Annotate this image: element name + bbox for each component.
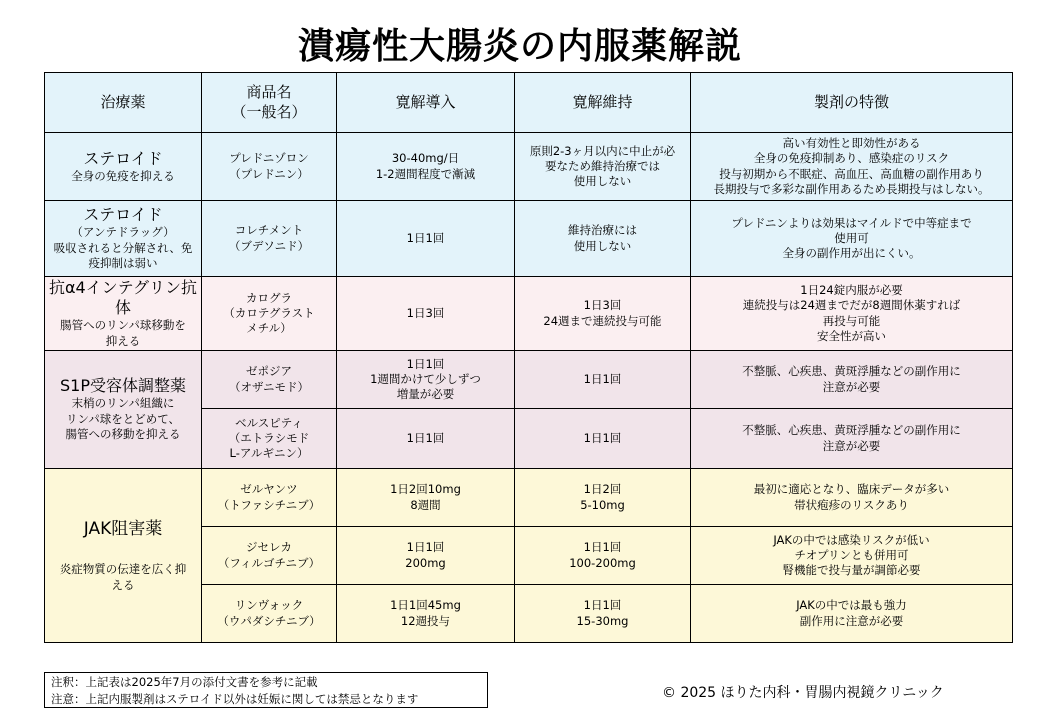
- drug-class-name: ステロイド: [83, 148, 163, 168]
- maintenance-cell: 維持治療には 使用しない: [515, 201, 691, 277]
- drug-class-name: JAK阻害薬: [83, 518, 163, 539]
- features-cell: 不整脈、心疾患、黄斑浮腫などの副作用に 注意が必要: [691, 409, 1013, 469]
- product-name-cell: ゼポジア （オザニモド）: [202, 351, 337, 409]
- header-product-name: 商品名 （一般名）: [202, 73, 337, 133]
- drug-class-name: ステロイド: [83, 205, 163, 225]
- drug-class-cell: [45, 133, 202, 201]
- maintenance-cell: 1日1回: [515, 409, 691, 469]
- product-name-cell: プレドニゾロン （プレドニン）: [202, 133, 337, 201]
- induction-cell: 1日3回: [337, 277, 515, 351]
- note-box: [44, 672, 488, 708]
- induction-cell: 1日1回 200mg: [337, 527, 515, 585]
- maintenance-cell: 1日2回 5-10mg: [515, 469, 691, 527]
- maintenance-cell: 1日1回 15-30mg: [515, 585, 691, 643]
- drug-class-desc: 腸管へのリンパ球移動を 抑える: [60, 318, 186, 348]
- drug-class-desc: （アンテドラッグ） 吸収されると分解され、免 疫抑制は弱い: [53, 225, 193, 271]
- table-row: [45, 133, 1013, 201]
- drug-class-cell: [45, 277, 202, 351]
- note-line: 注意：上記内服製剤はステロイド以外は妊娠に関しては禁忌となります: [51, 692, 419, 706]
- note-line: 注釈：上記表は2025年7月の添付文書を参考に記載: [51, 675, 318, 689]
- maintenance-cell: 1日1回: [515, 351, 691, 409]
- features-cell: JAKの中では感染リスクが低い チオプリンとも併用可 腎機能で投与量が調節必要: [691, 527, 1013, 585]
- drug-class-cell: [45, 469, 202, 643]
- table-row: [45, 351, 1013, 409]
- product-name-cell: ベルスピティ （エトラシモド L-アルギニン）: [202, 409, 337, 469]
- product-name-cell: ゼルヤンツ （トファシチニブ）: [202, 469, 337, 527]
- header-features: 製剤の特徴: [691, 73, 1013, 133]
- features-cell: 不整脈、心疾患、黄斑浮腫などの副作用に 注意が必要: [691, 351, 1013, 409]
- induction-cell: 1日1回45mg 12週投与: [337, 585, 515, 643]
- drug-class-desc: 末梢のリンパ組織に リンパ球をとどめて、 腸管への移動を抑える: [65, 396, 181, 442]
- header-drug-class: 治療薬: [45, 73, 202, 133]
- table-header-row: [45, 73, 1013, 133]
- induction-cell: 1日1回: [337, 409, 515, 469]
- drug-class-desc: 炎症物質の伝達を広く抑 える: [59, 562, 187, 592]
- features-cell: JAKの中では最も強力 副作用に注意が必要: [691, 585, 1013, 643]
- table-row: [45, 201, 1013, 277]
- table-row: [45, 469, 1013, 527]
- induction-cell: 1日1回 1週間かけて少しずつ 増量が必要: [337, 351, 515, 409]
- product-name-cell: コレチメント （ブデソニド）: [202, 201, 337, 277]
- maintenance-cell: 1日1回 100-200mg: [515, 527, 691, 585]
- header-induction: 寛解導入: [337, 73, 515, 133]
- drug-class-name: 抗α4インテグリン抗 体: [48, 278, 198, 317]
- drug-class-cell: [45, 351, 202, 469]
- drug-class-desc: 全身の免疫を抑える: [71, 168, 175, 183]
- features-cell: 最初に適応となり、臨床データが多い 帯状疱疹のリスクあり: [691, 469, 1013, 527]
- maintenance-cell: 原則2-3ヶ月以内に中止が必 要なため維持治療では 使用しない: [515, 133, 691, 201]
- features-cell: 1日24錠内服が必要 連続投与は24週までだが8週間休薬すれば 再投与可能 安全性が高い: [691, 277, 1013, 351]
- table-row: [45, 277, 1013, 351]
- copyright: © 2025 ほりた内科・胃腸内視鏡クリニック: [662, 685, 944, 701]
- induction-cell: 1日1回: [337, 201, 515, 277]
- induction-cell: 1日2回10mg 8週間: [337, 469, 515, 527]
- features-cell: 高い有効性と即効性がある 全身の免疫抑制あり、感染症のリスク 投与初期から不眠症、高血圧、高血糖の副作用あり 長期投与で多彩な副作用あるため長期投与はしない。: [691, 133, 1013, 201]
- page-title: 潰瘍性大腸炎の内服薬解説: [297, 26, 742, 67]
- features-cell: プレドニンよりは効果はマイルドで中等症まで 使用可 全身の副作用が出にくい。: [691, 201, 1013, 277]
- drug-class-name: S1P受容体調整薬: [60, 376, 186, 396]
- maintenance-cell: 1日3回 24週まで連続投与可能: [515, 277, 691, 351]
- product-name-cell: カログラ （カロテグラスト メチル）: [202, 277, 337, 351]
- induction-cell: 30-40mg/日 1-2週間程度で漸減: [337, 133, 515, 201]
- header-maintenance: 寛解維持: [515, 73, 691, 133]
- drug-class-cell: [45, 201, 202, 277]
- product-name-cell: ジセレカ （フィルゴチニブ）: [202, 527, 337, 585]
- product-name-cell: リンヴォック （ウパダシチニブ）: [202, 585, 337, 643]
- drug-table: [44, 72, 1013, 643]
